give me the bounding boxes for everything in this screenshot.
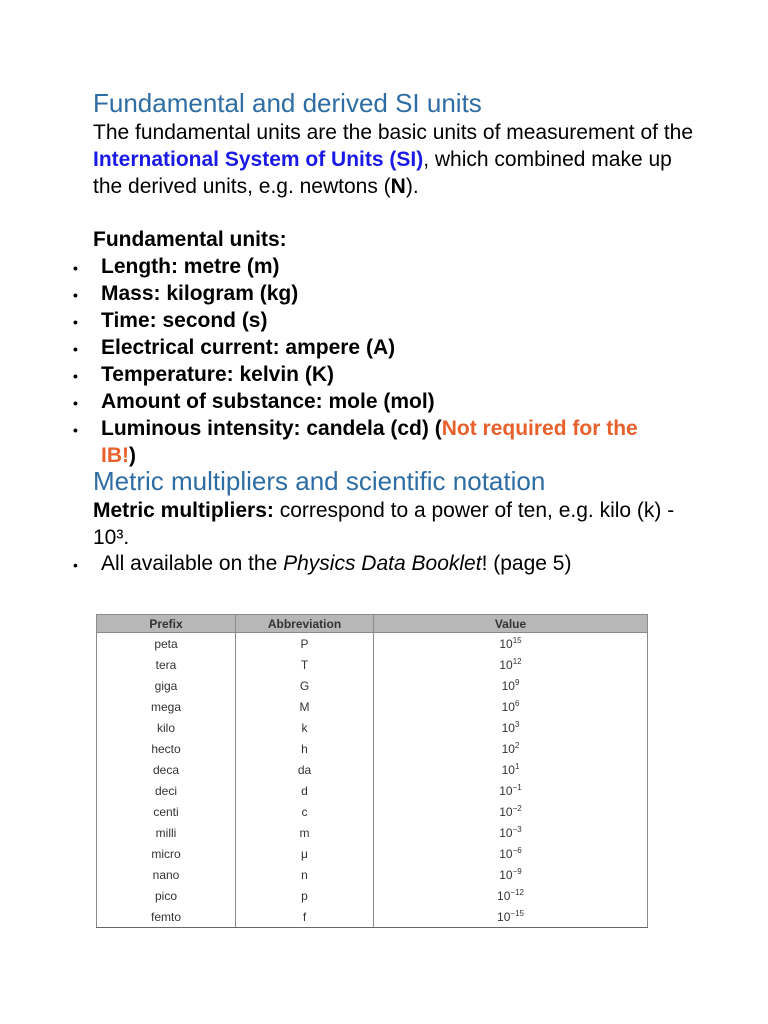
- prefix-table: [96, 614, 648, 928]
- cell-value: $10^9$: [374, 675, 648, 696]
- metric-multipliers-text: correspond to a power of ten, e.g. kilo (k) - 10³.: [93, 499, 675, 549]
- cell-value: $10^2$: [374, 738, 648, 759]
- metric-multipliers-paragraph: [93, 497, 693, 551]
- cell-abbreviation: n: [236, 864, 374, 885]
- bullet-icon: •: [73, 314, 78, 330]
- list-item-luminous: • Luminous intensity: candela (cd) (Not required for the IB!): [73, 417, 638, 467]
- cell-abbreviation: m: [236, 822, 374, 843]
- table-row: [97, 822, 648, 843]
- cell-value: $10^3$: [374, 717, 648, 738]
- fundamental-units-heading: Fundamental units:: [93, 228, 287, 251]
- cell-abbreviation: P: [236, 633, 374, 655]
- intro-text-1: The fundamental units are the basic units of measurement of the: [93, 121, 694, 144]
- cell-prefix: centi: [97, 801, 236, 822]
- cell-prefix: tera: [97, 654, 236, 675]
- cell-abbreviation: f: [236, 906, 374, 928]
- cell-value: $10^{-9}$: [374, 864, 648, 885]
- si-link[interactable]: International System of Units (SI): [93, 148, 424, 171]
- intro-paragraph: [93, 119, 693, 200]
- cell-value: $10^{-1}$: [374, 780, 648, 801]
- cell-abbreviation: M: [236, 696, 374, 717]
- bullet-icon: •: [73, 395, 78, 411]
- table-row: [97, 717, 648, 738]
- newton-symbol: N: [390, 175, 406, 198]
- intro-text-2: , which combined make up the derived units, e.g. newtons (: [93, 148, 672, 198]
- table-header-row: [97, 615, 648, 633]
- cell-prefix: milli: [97, 822, 236, 843]
- cell-abbreviation: T: [236, 654, 374, 675]
- intro-text-3: ).: [405, 175, 419, 198]
- bullet-icon: •: [73, 422, 78, 438]
- cell-value: $10^{15}$: [374, 633, 648, 655]
- bullet-icon: •: [73, 260, 78, 276]
- cell-prefix: peta: [97, 633, 236, 655]
- cell-prefix: pico: [97, 885, 236, 906]
- cell-prefix: kilo: [97, 717, 236, 738]
- cell-prefix: femto: [97, 906, 236, 928]
- cell-prefix: deca: [97, 759, 236, 780]
- header-prefix: Prefix: [97, 615, 236, 633]
- table-row: [97, 696, 648, 717]
- table-row: [97, 759, 648, 780]
- cell-value: $10^{12}$: [374, 654, 648, 675]
- cell-abbreviation: c: [236, 801, 374, 822]
- fundamental-units-list: [0, 253, 661, 469]
- cell-prefix: micro: [97, 843, 236, 864]
- list-item: • Temperature: kelvin (K): [0, 361, 661, 388]
- metric-multipliers-label: Metric multipliers:: [93, 499, 274, 522]
- list-item: • Time: second (s): [0, 307, 661, 334]
- table-row: [97, 780, 648, 801]
- cell-abbreviation: k: [236, 717, 374, 738]
- heading-si-units: Fundamental and derived SI units: [93, 88, 482, 118]
- table-row: [97, 675, 648, 696]
- cell-value: $10^6$: [374, 696, 648, 717]
- bullet-icon: •: [73, 341, 78, 357]
- cell-value: $10^{-2}$: [374, 801, 648, 822]
- heading-metric-multipliers: Metric multipliers and scientific notation: [93, 466, 546, 496]
- cell-value: $10^{-3}$: [374, 822, 648, 843]
- cell-abbreviation: μ: [236, 843, 374, 864]
- table-row: [97, 906, 648, 928]
- cell-abbreviation: d: [236, 780, 374, 801]
- booklet-title: Physics Data Booklet: [283, 552, 482, 575]
- cell-prefix: nano: [97, 864, 236, 885]
- cell-abbreviation: h: [236, 738, 374, 759]
- cell-prefix: mega: [97, 696, 236, 717]
- list-item: • Length: metre (m): [0, 253, 661, 280]
- list-item: • All available on the Physics Data Booklet! (page 5): [0, 550, 661, 577]
- table-row: [97, 843, 648, 864]
- header-abbreviation: Abbreviation: [236, 615, 374, 633]
- cell-prefix: hecto: [97, 738, 236, 759]
- cell-value: $10^{-15}$: [374, 906, 648, 928]
- table-row: [97, 633, 648, 655]
- prefix-table-image: [96, 614, 648, 928]
- table-row: [97, 801, 648, 822]
- list-item: • Mass: kilogram (kg): [0, 280, 661, 307]
- table-body: [97, 633, 648, 928]
- table-row: [97, 864, 648, 885]
- cell-prefix: giga: [97, 675, 236, 696]
- list-item: • Amount of substance: mole (mol): [0, 388, 661, 415]
- table-row: [97, 885, 648, 906]
- header-value: Value: [374, 615, 648, 633]
- bullet-icon: •: [73, 368, 78, 384]
- table-row: [97, 654, 648, 675]
- cell-value: $10^{-6}$: [374, 843, 648, 864]
- cell-abbreviation: G: [236, 675, 374, 696]
- bullet-icon: •: [73, 557, 78, 573]
- booklet-list: [0, 550, 661, 577]
- cell-abbreviation: da: [236, 759, 374, 780]
- not-required-note: Not required for the IB!: [101, 417, 638, 467]
- cell-value: $10^{-12}$: [374, 885, 648, 906]
- bullet-icon: •: [73, 287, 78, 303]
- cell-prefix: deci: [97, 780, 236, 801]
- cell-abbreviation: p: [236, 885, 374, 906]
- cell-value: $10^1$: [374, 759, 648, 780]
- table-row: [97, 738, 648, 759]
- list-item: • Electrical current: ampere (A): [0, 334, 661, 361]
